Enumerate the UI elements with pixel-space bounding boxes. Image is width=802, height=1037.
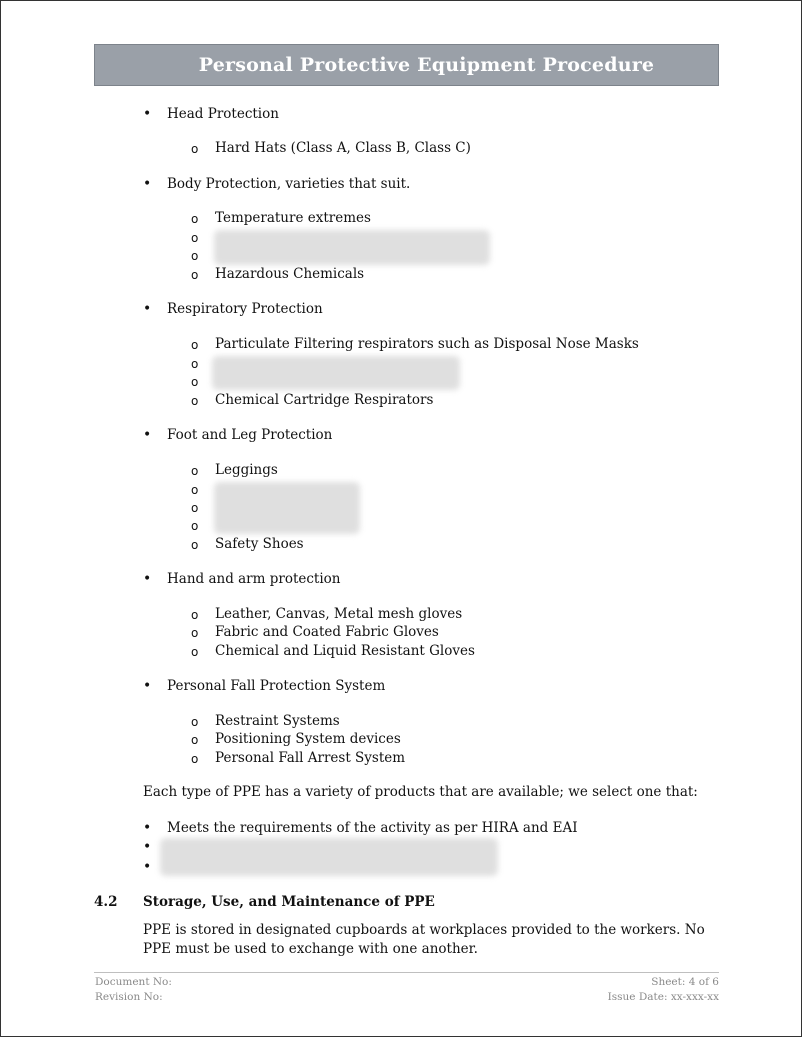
document-title: Personal Protective Equipment Procedure [198,54,655,76]
list-item-hand-arm-protection: Hand and arm protection [167,571,341,587]
redacted-block [214,230,490,265]
bullet-icon: • [143,839,152,855]
circle-bullet-icon: o [191,752,199,766]
sub-item: Safety Shoes [215,536,304,552]
circle-bullet-icon: o [191,608,199,622]
sub-item: Personal Fall Arrest System [215,750,406,766]
list-item-fall-protection: Personal Fall Protection System [167,678,386,694]
redacted-block [160,838,498,876]
sub-item: Hard Hats (Class A, Class B, Class C) [215,140,471,156]
bullet-icon: • [143,859,152,875]
footer-divider [94,972,719,973]
circle-bullet-icon: o [191,338,199,352]
bullet-icon: • [143,678,152,694]
sub-item: Hazardous Chemicals [215,266,365,282]
selection-intro: Each type of PPE has a variety of products that are available; we select one that: [143,784,698,800]
document-title-bar [94,44,719,86]
circle-bullet-icon: o [191,733,199,747]
sub-item: Chemical and Liquid Resistant Gloves [215,643,475,659]
bullet-icon: • [143,820,152,836]
bullet-icon: • [143,301,152,317]
circle-bullet-icon: o [191,626,199,640]
circle-bullet-icon: o [191,394,199,408]
sub-item: Fabric and Coated Fabric Gloves [215,624,439,640]
bullet-icon: • [143,106,152,122]
sub-item: Leather, Canvas, Metal mesh gloves [215,606,463,622]
footer-document-no: Document No: [95,976,172,988]
sub-item: Leggings [215,462,278,478]
circle-bullet-icon: o [191,231,199,245]
bullet-icon: • [143,571,152,587]
circle-bullet-icon: o [191,645,199,659]
redacted-block [212,356,460,390]
circle-bullet-icon: o [191,483,199,497]
bullet-icon: • [143,427,152,443]
list-item-respiratory-protection: Respiratory Protection [167,301,323,317]
footer-issue-date: Issue Date: xx-xxx-xx [607,991,719,1003]
sub-item: Temperature extremes [215,210,371,226]
circle-bullet-icon: o [191,519,199,533]
bullet-icon: • [143,176,152,192]
circle-bullet-icon: o [191,268,199,282]
section-paragraph: PPE is stored in designated cupboards at workplaces provided to the workers. No PPE must be used to exchange with one another. [143,922,705,957]
circle-bullet-icon: o [191,501,199,515]
redacted-block [214,482,360,534]
circle-bullet-icon: o [191,538,199,552]
circle-bullet-icon: o [191,375,199,389]
sub-item: Restraint Systems [215,713,340,729]
selection-item: Meets the requirements of the activity as per HIRA and EAI [167,820,578,836]
list-item-body-protection: Body Protection, varieties that suit. [167,176,411,192]
sub-item: Chemical Cartridge Respirators [215,392,434,408]
list-item-head-protection: Head Protection [167,106,279,122]
sub-item: Particulate Filtering respirators such as Disposal Nose Masks [215,336,639,352]
footer-revision-no: Revision No: [95,991,163,1003]
circle-bullet-icon: o [191,357,199,371]
circle-bullet-icon: o [191,715,199,729]
sub-item: Positioning System devices [215,731,401,747]
circle-bullet-icon: o [191,212,199,226]
circle-bullet-icon: o [191,464,199,478]
section-number: 4.2 [94,894,118,910]
circle-bullet-icon: o [191,249,199,263]
list-item-foot-leg-protection: Foot and Leg Protection [167,427,333,443]
footer-sheet: Sheet: 4 of 6 [651,976,719,988]
section-title: Storage, Use, and Maintenance of PPE [143,894,435,910]
circle-bullet-icon: o [191,142,199,156]
